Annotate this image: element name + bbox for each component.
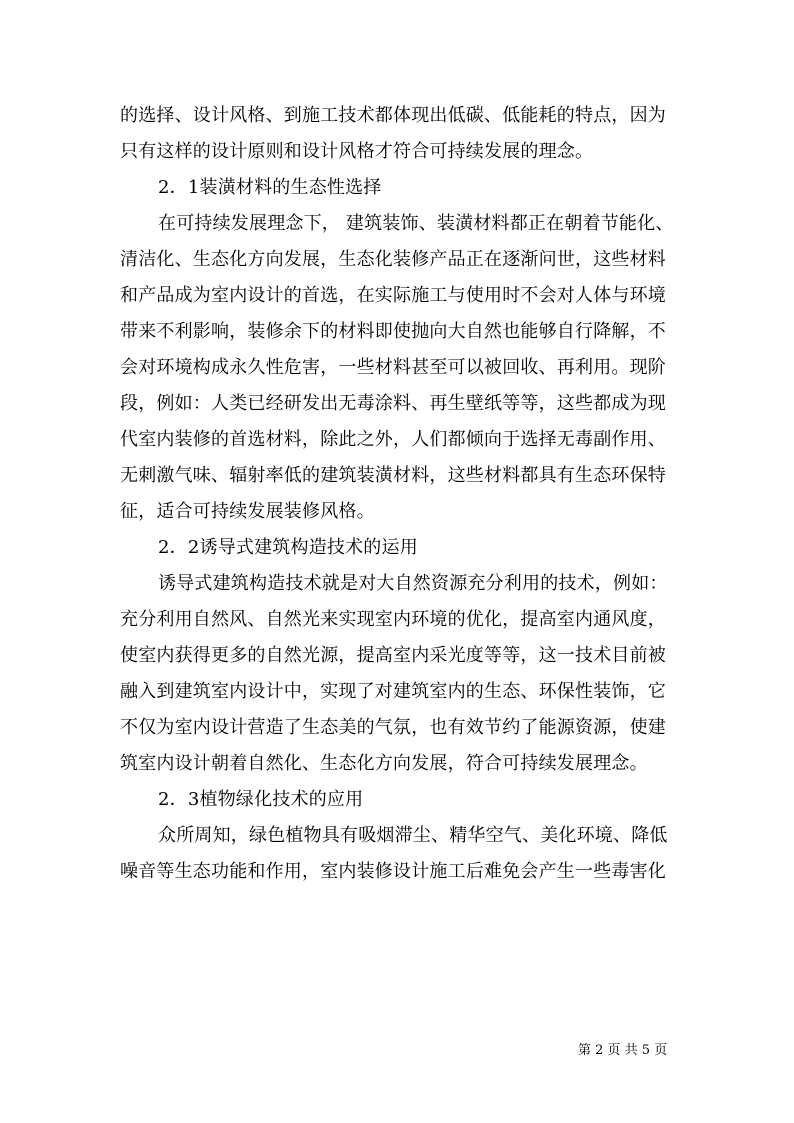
paragraph-line: 使室内获得更多的自然光源，提高室内采光度等等，这一技术目前被 xyxy=(120,645,666,666)
paragraph-line: 不仅为室内设计营造了生态美的气氛，也有效节约了能源资源，使建 xyxy=(120,717,666,738)
section-heading: 2．1装潢材料的生态性选择 xyxy=(158,177,382,198)
paragraph-line: 在可持续发展理念下， 建筑装饰、装潢材料都正在朝着节能化、 xyxy=(158,213,674,234)
paragraph-line: 段，例如：人类已经研发出无毒涂料、再生壁纸等等，这些都成为现 xyxy=(120,393,666,414)
paragraph-line: 融入到建筑室内设计中，实现了对建筑室内的生态、环保性装饰，它 xyxy=(120,681,666,702)
paragraph-line: 和产品成为室内设计的首选，在实际施工与使用时不会对人体与环境 xyxy=(120,285,666,306)
paragraph-line: 噪音等生态功能和作用，室内装修设计施工后难免会产生一些毒害化 xyxy=(120,861,666,882)
paragraph-line: 的选择、设计风格、到施工技术都体现出低碳、低能耗的特点，因为 xyxy=(120,105,666,126)
paragraph-line: 众所周知，绿色植物具有吸烟滞尘、精华空气、美化环境、降低 xyxy=(158,825,668,846)
section-heading: 2．2诱导式建筑构造技术的运用 xyxy=(158,537,418,558)
paragraph-line: 会对环境构成永久性危害，一些材料甚至可以被回收、再利用。现阶 xyxy=(120,357,666,378)
paragraph-line: 清洁化、生态化方向发展，生态化装修产品正在逐渐问世，这些材料 xyxy=(120,249,666,270)
paragraph-line: 代室内装修的首选材料，除此之外，人们都倾向于选择无毒副作用、 xyxy=(120,429,666,450)
page-number: 第 2 页 共 5 页 xyxy=(578,1043,668,1058)
paragraph-line: 只有这样的设计原则和设计风格才符合可持续发展的理念。 xyxy=(120,141,594,162)
section-heading: 2．3植物绿化技术的应用 xyxy=(158,789,364,810)
paragraph-line: 诱导式建筑构造技术就是对大自然资源充分利用的技术，例如： xyxy=(158,573,668,594)
paragraph-line: 筑室内设计朝着自然化、生态化方向发展，符合可持续发展理念。 xyxy=(120,753,648,774)
paragraph-line: 征，适合可持续发展装修风格。 xyxy=(120,501,375,522)
body-text xyxy=(120,98,680,890)
paragraph-line: 无刺激气味、辐射率低的建筑装潢材料，这些材料都具有生态环保特 xyxy=(120,465,666,486)
paragraph-line: 带来不利影响，装修余下的材料即使抛向大自然也能够自行降解，不 xyxy=(120,321,666,342)
paragraph-line: 充分利用自然风、自然光来实现室内环境的优化，提高室内通风度， xyxy=(120,609,666,630)
